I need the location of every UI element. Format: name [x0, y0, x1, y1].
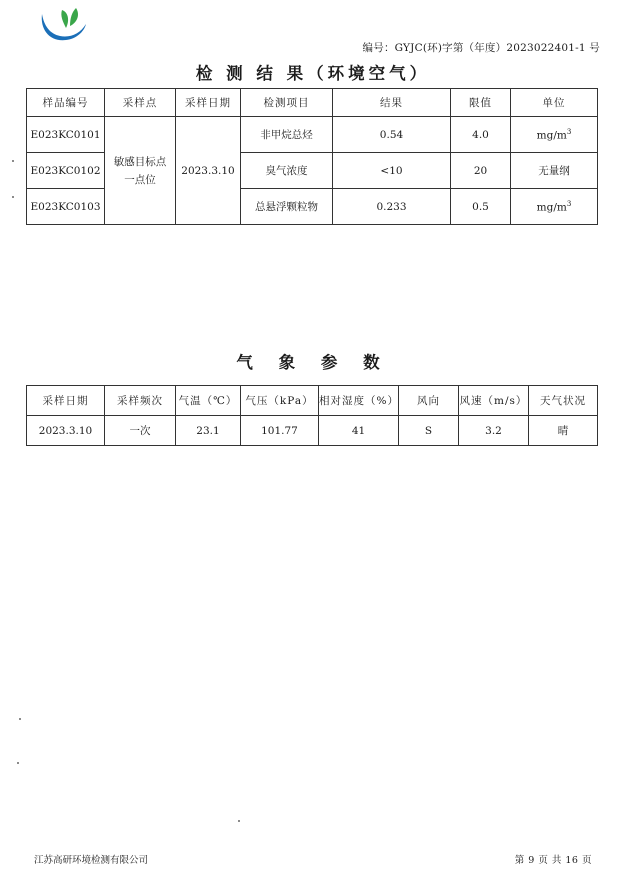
col-frequency: 采样频次: [105, 386, 176, 416]
unit-superscript: 3: [566, 127, 572, 136]
weather-frequency: 一次: [105, 416, 176, 446]
col-date: 采样日期: [27, 386, 105, 416]
result-value: 0.54: [333, 117, 451, 153]
col-test-item: 检测项目: [241, 89, 333, 117]
result-value: 0.233: [333, 189, 451, 225]
unit-superscript: 3: [566, 199, 572, 208]
limit-value: 0.5: [451, 189, 511, 225]
col-unit: 单位: [511, 89, 598, 117]
company-logo-icon: [36, 6, 90, 48]
unit: [511, 189, 598, 225]
col-weather: 天气状况: [529, 386, 598, 416]
test-item: 臭气浓度: [241, 153, 333, 189]
sample-date: 2023.3.10: [176, 117, 241, 225]
sample-id: E023KC0101: [27, 117, 105, 153]
unit: [511, 153, 598, 189]
footer-page-number: 第 9 页 共 16 页: [514, 855, 592, 866]
col-wind-speed: 风速（m/s）: [459, 386, 529, 416]
col-humidity: 相对湿度（%）: [319, 386, 399, 416]
unit-base: mg/m: [536, 129, 567, 142]
document-number: 编号：GYJC(环)字第（年度）2023022401-1 号: [362, 42, 600, 54]
col-result: 结果: [333, 89, 451, 117]
results-table: [26, 88, 598, 225]
weather-title: 气 象 参 数: [236, 353, 390, 372]
weather-date: 2023.3.10: [27, 416, 105, 446]
col-pressure: 气压（kPa）: [241, 386, 319, 416]
weather-humidity: 41: [319, 416, 399, 446]
sample-id: E023KC0102: [27, 153, 105, 189]
sample-point: [105, 117, 176, 225]
unit: [511, 117, 598, 153]
scan-speck: [12, 160, 14, 162]
weather-pressure: 101.77: [241, 416, 319, 446]
scan-speck: [19, 718, 21, 720]
footer-company: 江苏高研环境检测有限公司: [34, 855, 149, 866]
table-row: [27, 117, 598, 153]
result-value: <10: [333, 153, 451, 189]
col-temperature: 气温（℃）: [176, 386, 241, 416]
unit-base: 无量纲: [538, 165, 570, 177]
test-item: 总悬浮颗粒物: [241, 189, 333, 225]
scan-speck: [12, 196, 14, 198]
scan-speck: [238, 820, 240, 822]
col-wind-direction: 风向: [399, 386, 459, 416]
weather-wind-speed: 3.2: [459, 416, 529, 446]
table-row: [27, 416, 598, 446]
results-header-row: [27, 89, 598, 117]
weather-table: [26, 385, 598, 446]
col-limit: 限值: [451, 89, 511, 117]
col-sample-point: 采样点: [105, 89, 176, 117]
col-sample-id: 样品编号: [27, 89, 105, 117]
scan-speck: [17, 762, 19, 764]
unit-base: mg/m: [536, 201, 567, 214]
limit-value: 20: [451, 153, 511, 189]
sample-point-text: 敏感目标点一点位: [113, 155, 167, 186]
weather-header-row: [27, 386, 598, 416]
test-item: 非甲烷总烃: [241, 117, 333, 153]
weather-temperature: 23.1: [176, 416, 241, 446]
col-sample-date: 采样日期: [176, 89, 241, 117]
results-title: 检 测 结 果（环境空气）: [195, 64, 431, 83]
weather-condition: 晴: [529, 416, 598, 446]
weather-wind-direction: S: [399, 416, 459, 446]
sample-id: E023KC0103: [27, 189, 105, 225]
limit-value: 4.0: [451, 117, 511, 153]
